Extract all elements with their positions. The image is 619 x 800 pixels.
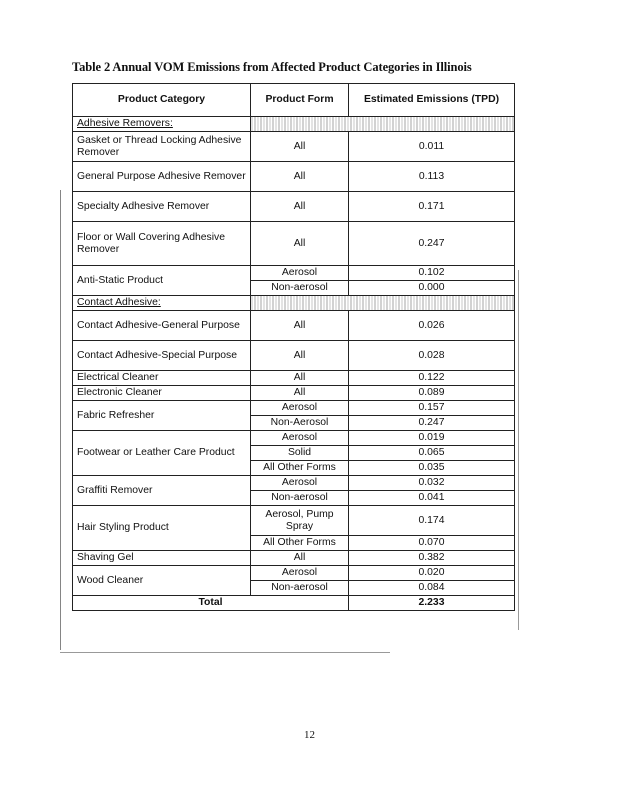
form-cell: All	[251, 551, 349, 566]
header-row	[73, 84, 515, 117]
category-cell: Graffiti Remover	[73, 476, 251, 506]
emissions-cell: 0.382	[349, 551, 515, 566]
total-label: Total	[73, 596, 349, 611]
table-row	[73, 132, 515, 162]
emissions-cell: 0.032	[349, 476, 515, 491]
emissions-cell: 0.102	[349, 266, 515, 281]
form-cell: All Other Forms	[251, 536, 349, 551]
emissions-cell: 0.065	[349, 446, 515, 461]
category-cell: General Purpose Adhesive Remover	[73, 162, 251, 192]
table-row	[73, 476, 515, 491]
category-cell: Wood Cleaner	[73, 566, 251, 596]
table-row	[73, 162, 515, 192]
form-cell: All	[251, 162, 349, 192]
category-cell: Contact Adhesive-Special Purpose	[73, 341, 251, 371]
table-row	[73, 551, 515, 566]
form-cell: All	[251, 371, 349, 386]
table-row	[73, 222, 515, 266]
form-cell: All	[251, 132, 349, 162]
group-label: Adhesive Removers:	[73, 117, 251, 132]
form-cell: Aerosol	[251, 401, 349, 416]
emissions-cell: 0.084	[349, 581, 515, 596]
emissions-cell: 0.019	[349, 431, 515, 446]
group-label: Contact Adhesive:	[73, 296, 251, 311]
category-cell: Contact Adhesive-General Purpose	[73, 311, 251, 341]
form-cell: All	[251, 341, 349, 371]
category-cell: Anti-Static Product	[73, 266, 251, 296]
header-emissions: Estimated Emissions (TPD)	[349, 84, 515, 117]
emissions-cell: 0.041	[349, 491, 515, 506]
table-row	[73, 341, 515, 371]
form-cell: Aerosol	[251, 431, 349, 446]
emissions-cell: 0.070	[349, 536, 515, 551]
emissions-cell: 0.157	[349, 401, 515, 416]
table-row	[73, 371, 515, 386]
form-cell: All	[251, 311, 349, 341]
form-cell: Non-aerosol	[251, 581, 349, 596]
table-row	[73, 266, 515, 281]
emissions-cell: 0.174	[349, 506, 515, 536]
form-cell: All	[251, 192, 349, 222]
category-cell: Fabric Refresher	[73, 401, 251, 431]
scan-noise	[251, 117, 515, 132]
category-cell: Footwear or Leather Care Product	[73, 431, 251, 476]
group-row-contact-adhesive	[73, 296, 515, 311]
emissions-cell: 0.026	[349, 311, 515, 341]
table-caption: Table 2 Annual VOM Emissions from Affected Product Categories in Illinois	[72, 60, 472, 74]
category-cell: Floor or Wall Covering Adhesive Remover	[73, 222, 251, 266]
table-row	[73, 431, 515, 446]
form-cell: Solid	[251, 446, 349, 461]
category-cell: Electronic Cleaner	[73, 386, 251, 401]
category-cell: Shaving Gel	[73, 551, 251, 566]
emissions-cell: 0.247	[349, 416, 515, 431]
page-number: 12	[304, 729, 315, 741]
category-cell: Hair Styling Product	[73, 506, 251, 551]
total-row	[73, 596, 515, 611]
form-cell: Non-aerosol	[251, 281, 349, 296]
form-cell: Non-Aerosol	[251, 416, 349, 431]
form-cell: All	[251, 222, 349, 266]
form-cell: Aerosol	[251, 566, 349, 581]
scan-artifact-line	[60, 190, 61, 650]
emissions-cell: 0.011	[349, 132, 515, 162]
table-row	[73, 386, 515, 401]
category-cell: Specialty Adhesive Remover	[73, 192, 251, 222]
form-cell: Aerosol	[251, 266, 349, 281]
emissions-cell: 0.035	[349, 461, 515, 476]
table-row	[73, 311, 515, 341]
total-value: 2.233	[349, 596, 515, 611]
emissions-cell: 0.089	[349, 386, 515, 401]
group-row-adhesive-removers	[73, 117, 515, 132]
table-row	[73, 566, 515, 581]
form-cell: Aerosol	[251, 476, 349, 491]
table-row	[73, 192, 515, 222]
emissions-cell: 0.122	[349, 371, 515, 386]
header-form: Product Form	[251, 84, 349, 117]
emissions-cell: 0.171	[349, 192, 515, 222]
form-cell: Non-aerosol	[251, 491, 349, 506]
header-category: Product Category	[73, 84, 251, 117]
emissions-cell: 0.000	[349, 281, 515, 296]
emissions-cell: 0.020	[349, 566, 515, 581]
scan-artifact-line	[518, 270, 519, 630]
form-cell: All Other Forms	[251, 461, 349, 476]
scan-artifact-line	[60, 652, 390, 653]
scan-noise	[251, 296, 515, 311]
emissions-cell: 0.028	[349, 341, 515, 371]
table-row	[73, 401, 515, 416]
table-row	[73, 506, 515, 536]
form-cell: All	[251, 386, 349, 401]
emissions-cell: 0.113	[349, 162, 515, 192]
emissions-table	[72, 83, 515, 611]
category-cell: Gasket or Thread Locking Adhesive Remover	[73, 132, 251, 162]
form-cell: Aerosol, Pump Spray	[251, 506, 349, 536]
category-cell: Electrical Cleaner	[73, 371, 251, 386]
emissions-cell: 0.247	[349, 222, 515, 266]
